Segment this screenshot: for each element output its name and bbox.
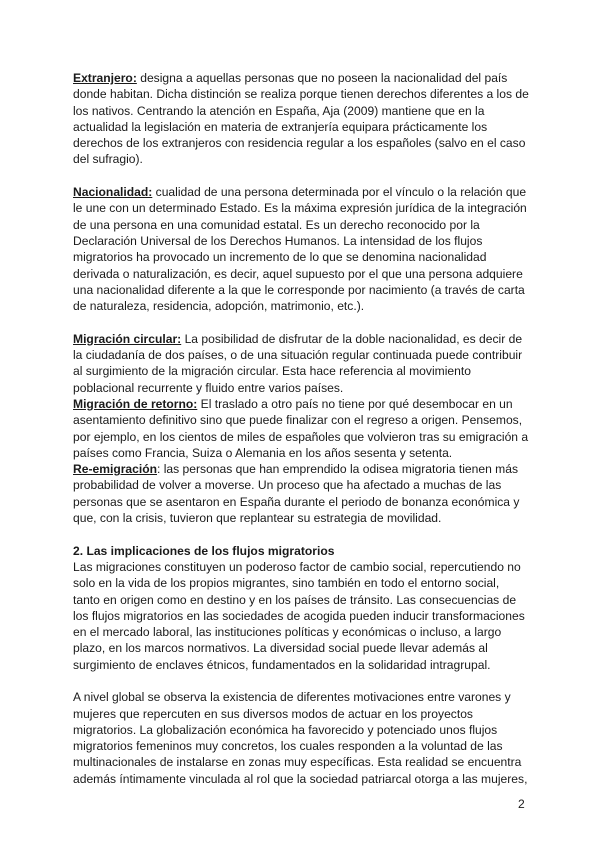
paragraph-gap	[73, 673, 529, 689]
definition-nacionalidad	[73, 184, 529, 314]
definition-migracion-circular-text: La posibilidad de disfrutar de la doble nacionalidad, es decir de la ciudadanía de dos países, o de una situación regular continuada puede contribuir al surgimiento de la migración circular. Esta hace referencia al movimiento poblacional recurrente y fluido entre varios países.	[73, 331, 523, 395]
page-number: 2	[518, 797, 525, 811]
term-extranjero: Extranjero:	[73, 71, 137, 85]
term-migracion-circular: Migración circular:	[73, 331, 182, 346]
definition-reemigracion-text: : las personas que han emprendido la odisea migratoria tienen más probabilidad de volver a moverse. Un proceso que ha afectado a muchas de las personas que se asentaron en España durante el periodo de bonanza económica y que, con la crisis, tuvieron que replantear su estrategia de movilidad.	[73, 462, 520, 526]
definition-reemigracion	[73, 461, 529, 526]
term-nacionalidad: Nacionalidad:	[73, 185, 153, 200]
section-paragraph-2: A nivel global se observa la existencia de diferentes motivaciones entre varones y mujeres que repercuten en sus diversos modos de actuar en los proyectos migratorios. La globalización económica ha favorecido y potenciado unos flujos migratorios femeninos muy concretos, los cuales responden a la voluntad de las multinacionales de instalarse en zonas muy específicas. Esta realidad se encuentra además íntimamente vinculada al rol que la sociedad patriarcal otorga a las mujeres,	[73, 690, 528, 786]
definition-migracion-retorno	[73, 396, 529, 461]
definition-migracion-circular	[73, 331, 529, 396]
paragraph-gap	[73, 168, 529, 184]
section-heading: 2. Las implicaciones de los flujos migratorios	[73, 543, 335, 558]
definition-extranjero	[73, 70, 529, 168]
definition-extranjero-text: designa a aquellas personas que no poseen la nacionalidad del país donde habitan. Dicha distinción se realiza porque tienen derechos diferentes a los de los nativos. Centrando la atención en España, Aja (2009) mantiene que en la actualidad la legislación en materia de extranjería equipara prácticamente los derechos de los extranjeros con residencia regular a los españoles (salvo en el caso del sufragio).	[73, 71, 529, 167]
definition-migracion-retorno-text: El traslado a otro país no tiene por qué desembocar en un asentamiento definitivo sino que puede finalizar con el regreso a origen. Pensemos, por ejemplo, en los cientos de miles de españoles que volvieron tras su emigración a países como Francia, Suiza o Alemania en los años sesenta y setenta.	[73, 396, 529, 460]
section-paragraph-1: Las migraciones constituyen un poderoso factor de cambio social, repercutiendo no solo en la vida de los propios migrantes, sino también en todo el entorno social, tanto en origen como en destino y en los países de tránsito. Las consecuencias de los flujos migratorios en las sociedades de acogida pueden inducir transformaciones en el mercado laboral, las instituciones políticas y económicas o incluso, a largo plazo, en los marcos normativos. La diversidad social puede llevar además al surgimiento de enclaves étnicos, fundamentados en la solidaridad intragrupal.	[73, 559, 525, 672]
term-migracion-retorno: Migración de retorno:	[73, 396, 198, 411]
document-page	[73, 70, 529, 787]
definition-nacionalidad-text: cualidad de una persona determinada por el vínculo o la relación que le une con un determinado Estado. Es la máxima expresión jurídica de la integración de una persona en una comunidad estatal. Es un derecho reconocido por la Declaración Universal de los Derechos Humanos. La intensidad de los flujos migratorios ha provocado un incremento de lo que se denomina nacionalidad derivada o naturalización, es decir, aquel supuesto por el que una persona adquiere una nacionalidad diferente a la que le corresponde por nacimiento (a través de carta de naturaleza, residencia, adopción, matrimonio, etc.).	[73, 185, 527, 314]
paragraph-gap	[73, 314, 529, 330]
paragraph-gap	[73, 526, 529, 542]
term-reemigracion: Re-emigración	[73, 462, 158, 477]
